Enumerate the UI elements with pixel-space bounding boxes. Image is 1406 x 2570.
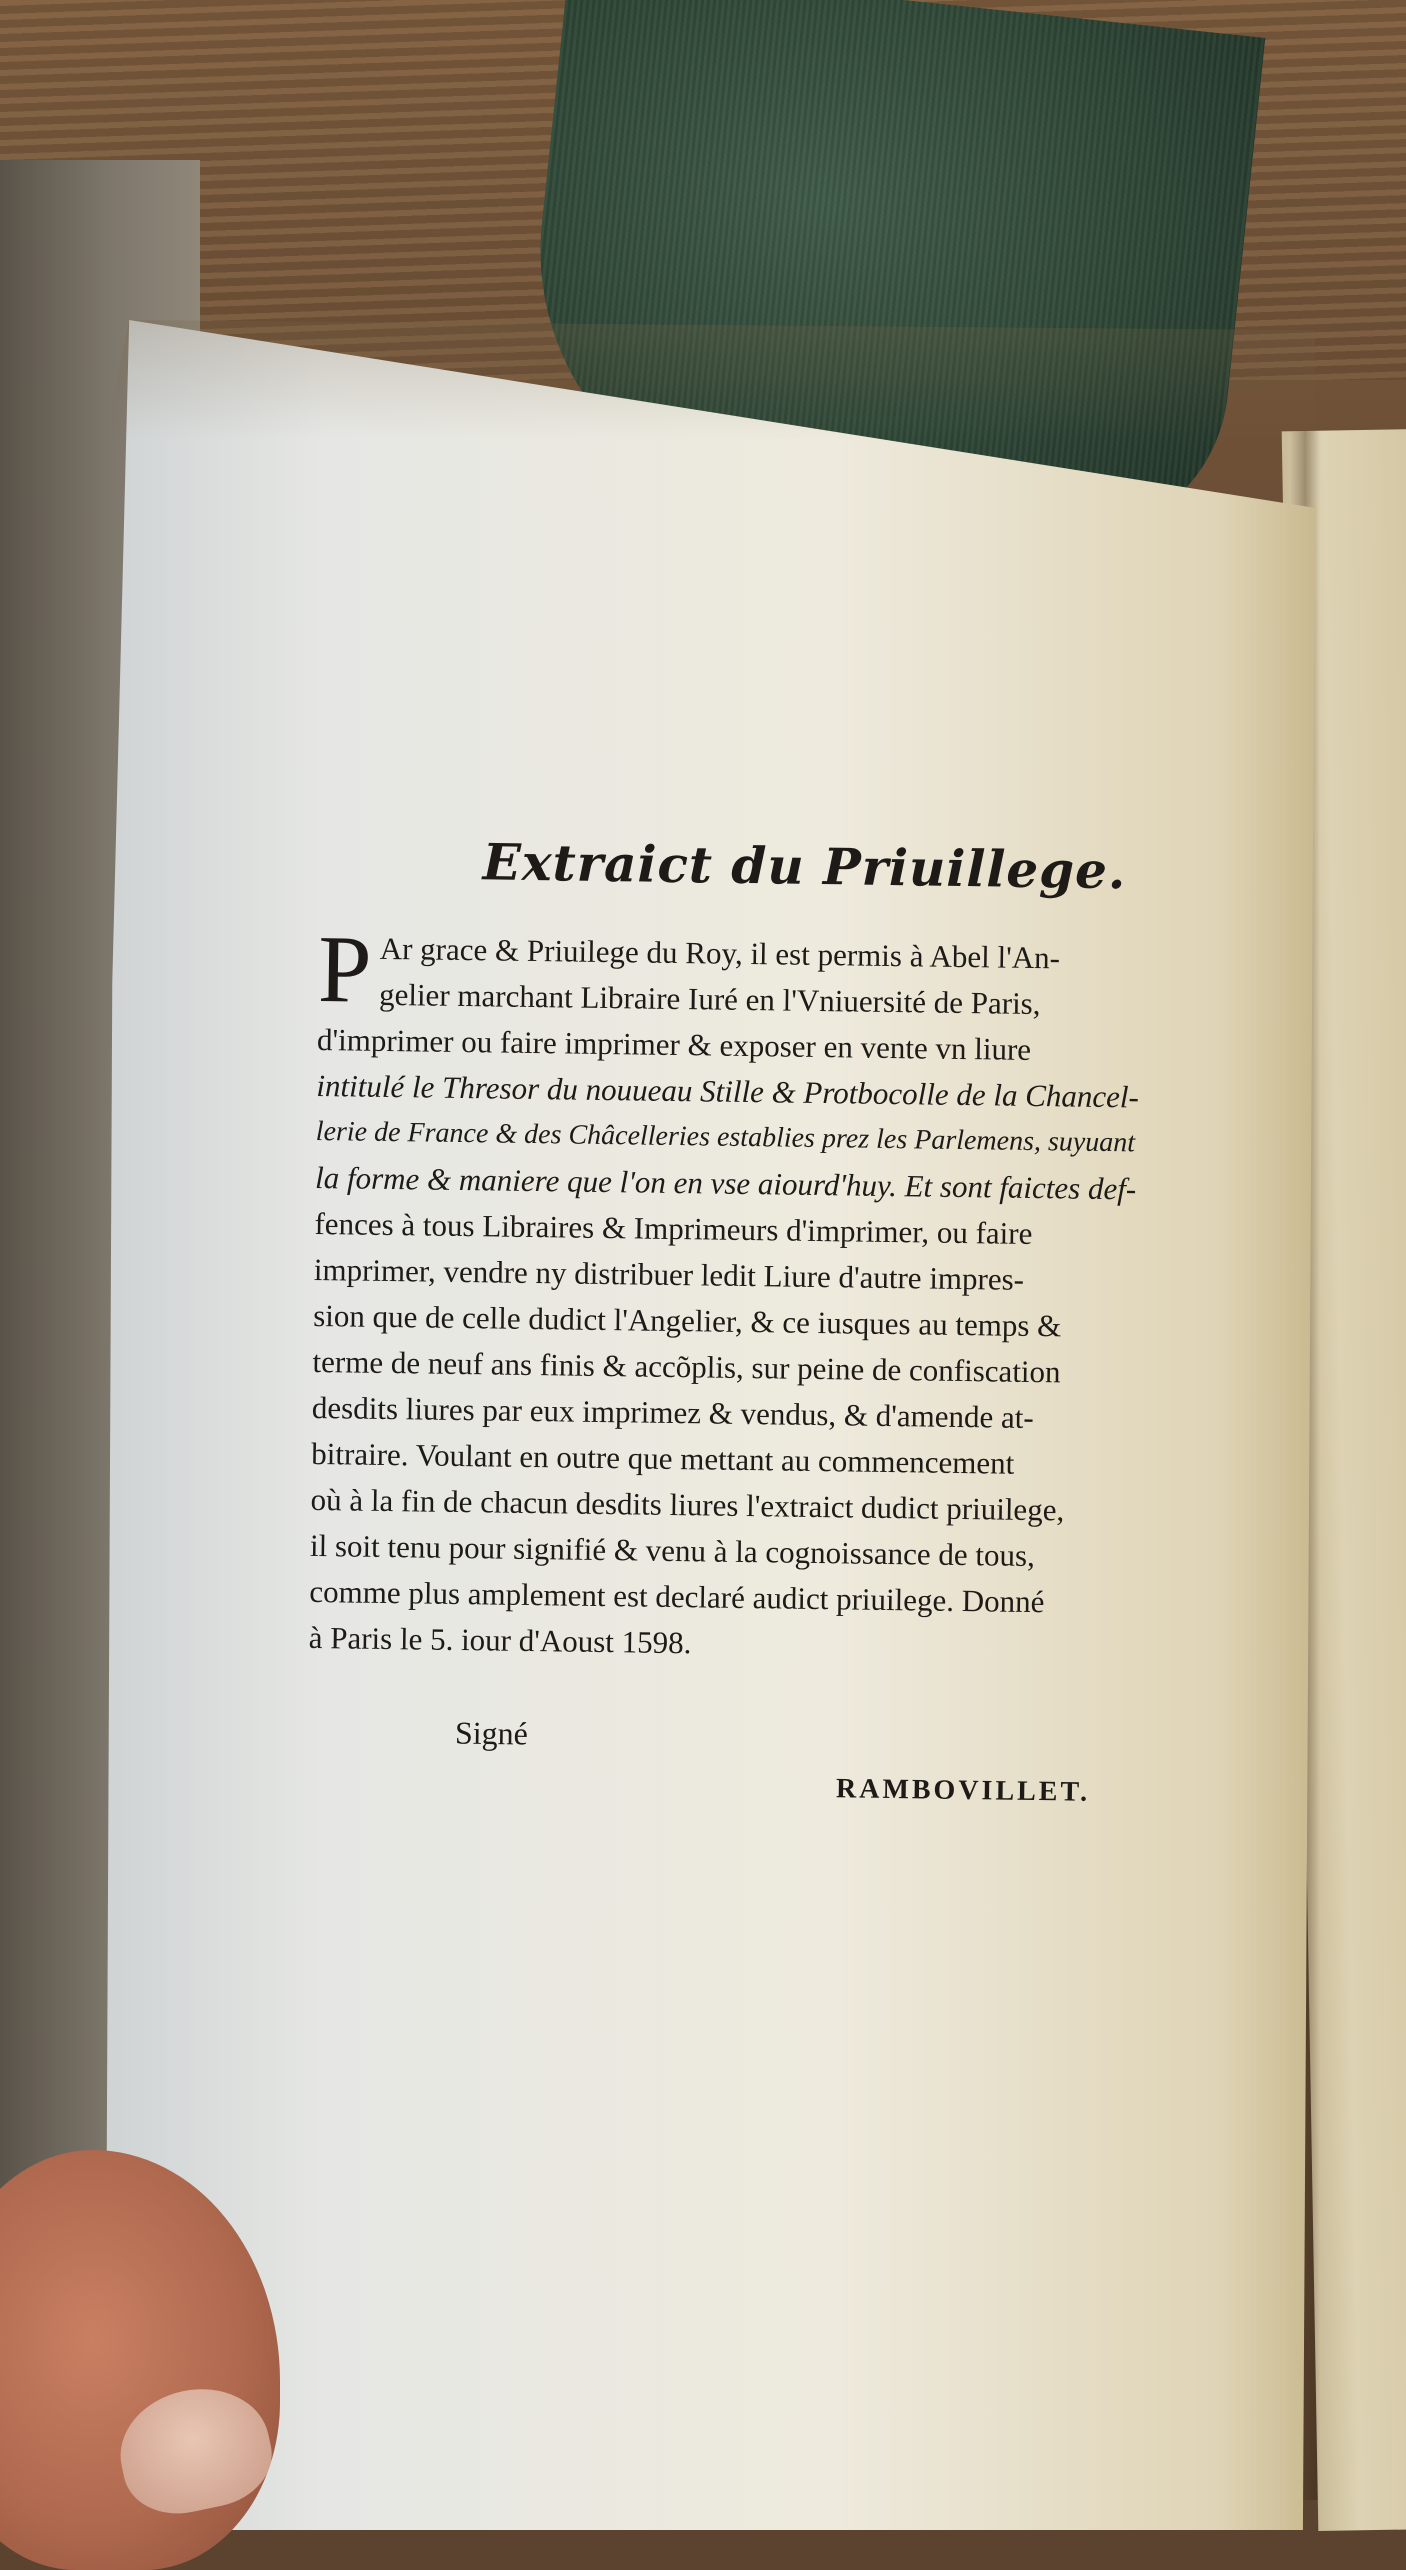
signature: RAMBOVILLET. [835, 1773, 1091, 1808]
text-line: Ar grace & Priuilege du Roy, il est permis à Abel l'An- [379, 930, 1061, 976]
page-shadow [105, 320, 1315, 440]
text-line: terme de neuf ans finis & accõplis, sur peine de confiscation [312, 1343, 1061, 1390]
privilege-paragraph [308, 914, 1258, 1674]
text-line: la forme & maniere que l'on en vse aiourd'huy. Et sont faictes def- [314, 1159, 1137, 1207]
privilege-text-block [308, 830, 1260, 1674]
signed-label: Signé [454, 1714, 529, 1752]
text-line: lerie de France & des Châcelleries establies prez les Parlemens, suyuant [315, 1115, 1136, 1159]
text-line: il soit tenu pour signifié & venu à la cognoissance de tous, [309, 1527, 1036, 1574]
text-line: intitulé le Thresor du nouueau Stille & Protbocolle de la Chancel- [316, 1067, 1140, 1115]
text-line: sion que de celle dudict l'Angelier, & ce iusques au temps & [312, 1297, 1062, 1344]
text-line: à Paris le 5. iour d'Aoust 1598. [308, 1619, 692, 1661]
text-line: comme plus amplement est declaré audict priuilege. Donné [309, 1573, 1045, 1620]
text-line: bitraire. Voulant en outre que mettant au commencement [311, 1435, 1015, 1481]
text-line: d'imprimer ou faire imprimer & exposer en vente vn liure [316, 1021, 1032, 1067]
text-line: fences à tous Libraires & Imprimeurs d'imprimer, ou faire [314, 1205, 1033, 1251]
text-line: imprimer, vendre ny distribuer ledit Liure d'autre impres- [313, 1251, 1025, 1297]
page-title: Extraict du Priuillege. [482, 832, 1127, 901]
drop-cap: P [317, 914, 373, 1023]
text-line: desdits liures par eux imprimez & vendus, & d'amende at- [311, 1389, 1034, 1436]
text-line: où à la fin de chacun desdits liures l'extraict dudict priuilege, [310, 1481, 1065, 1528]
text-line: gelier marchant Libraire Iuré en l'Vniuersité de Paris, [378, 976, 1041, 1022]
